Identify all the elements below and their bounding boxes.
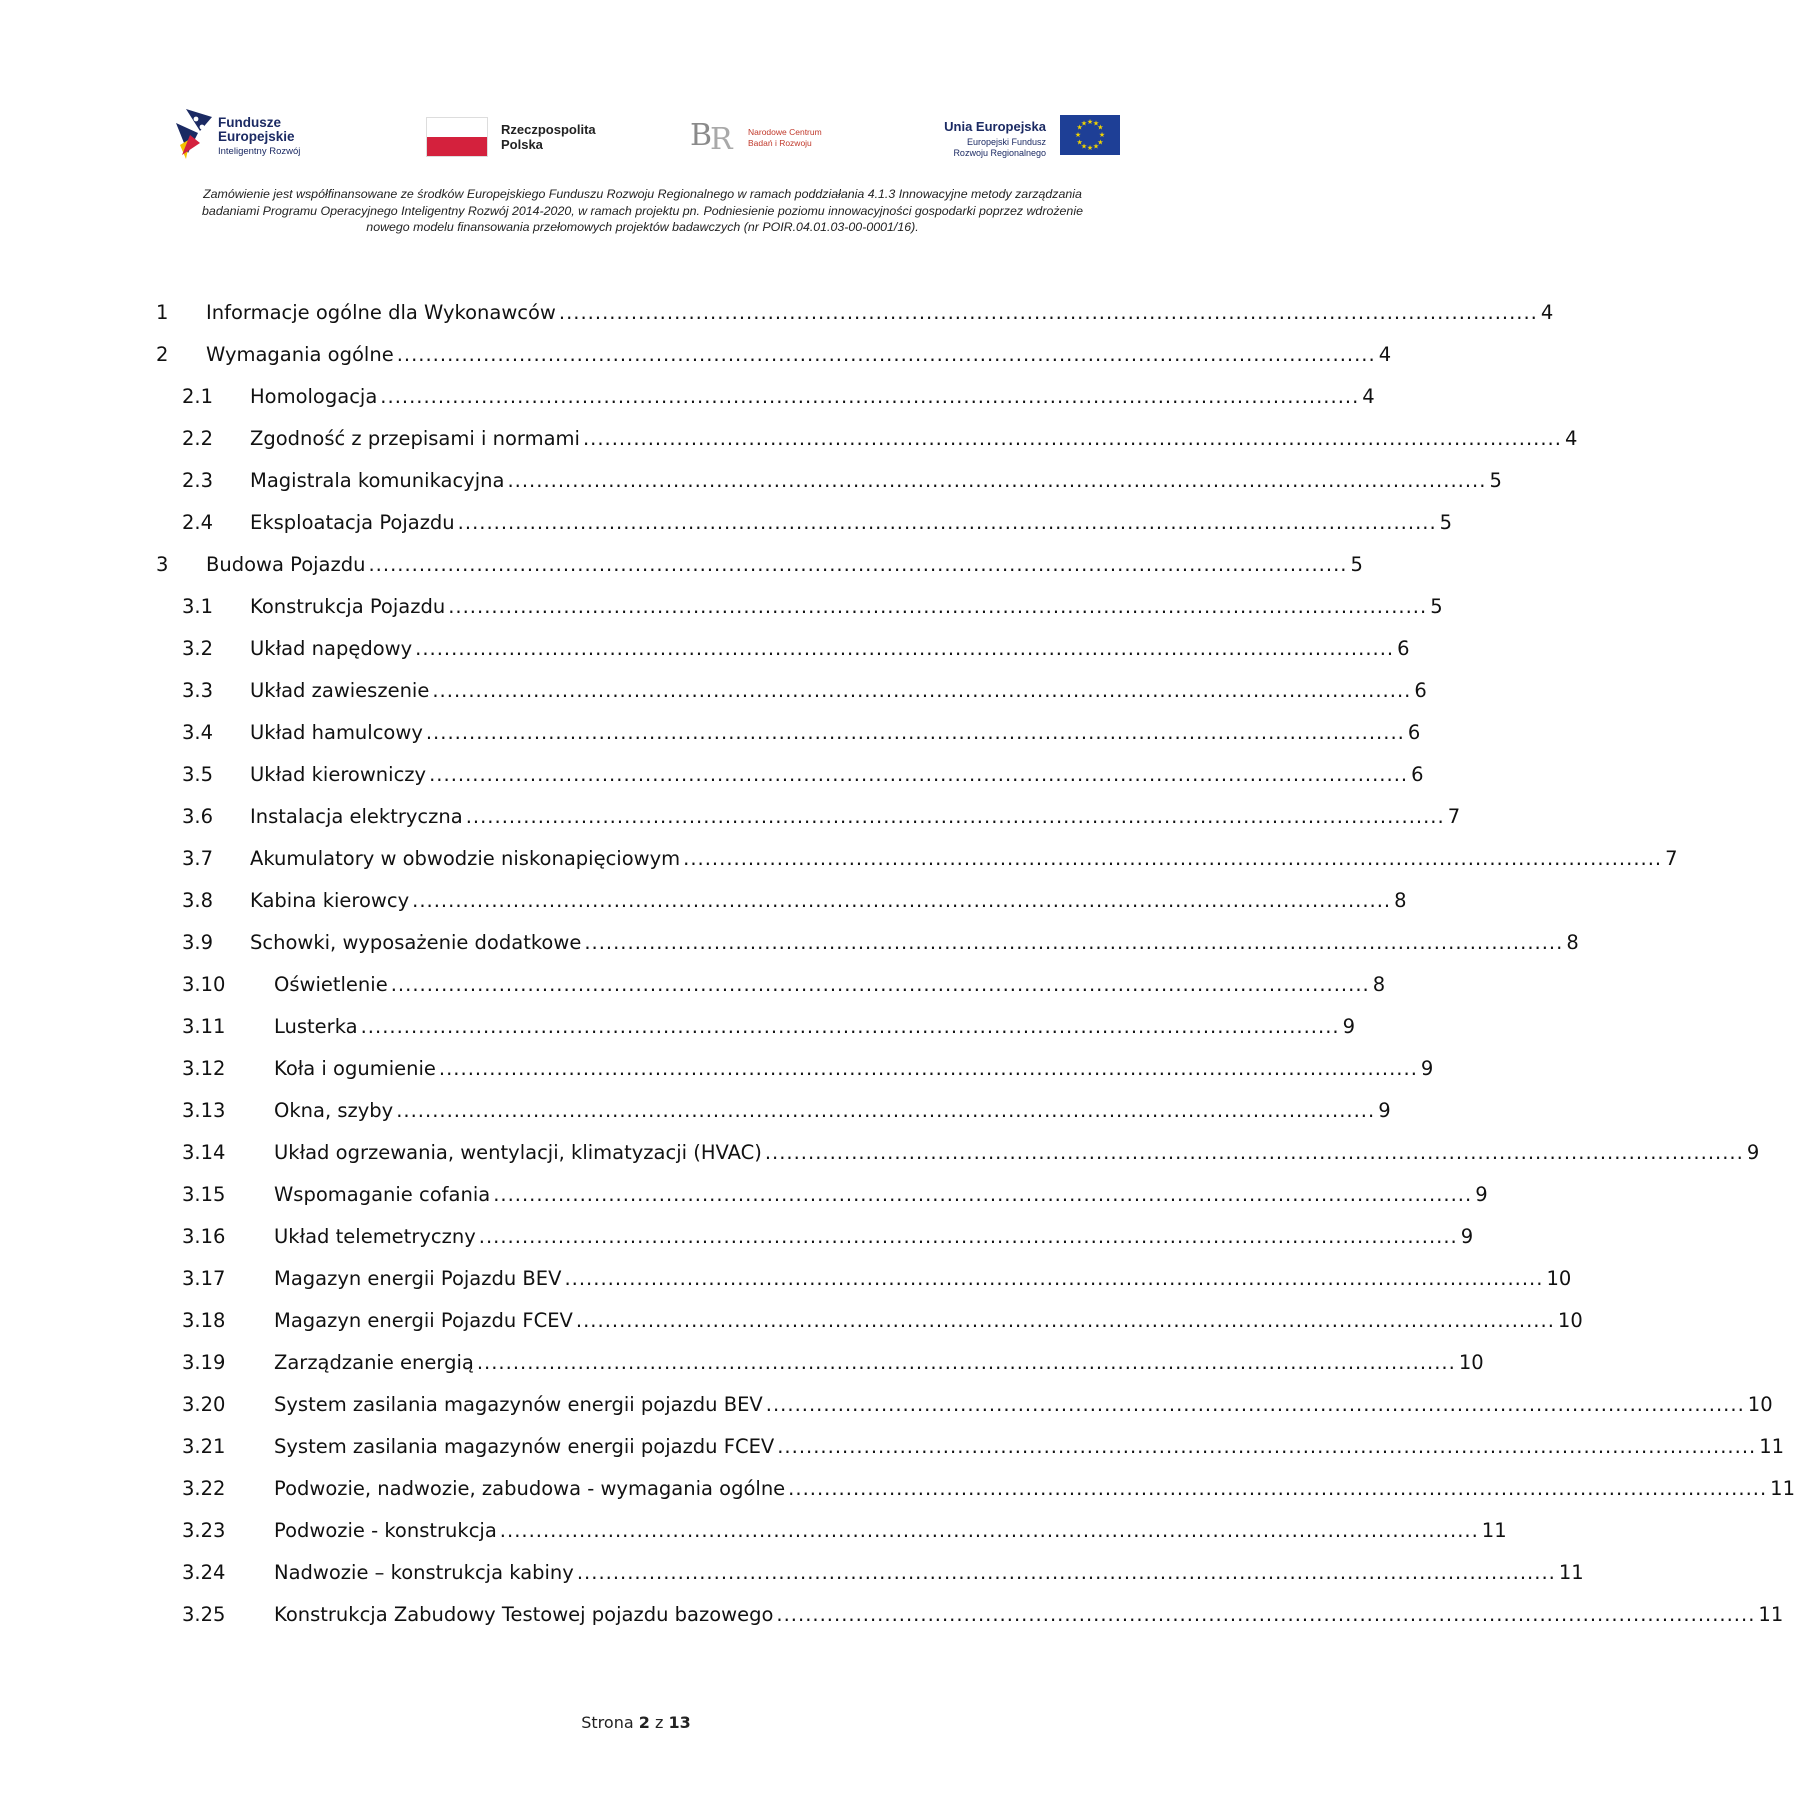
toc-entry-title: Budowa Pojazdu [206,553,366,576]
toc-entry-title: Wymagania ogólne [206,343,394,366]
svg-text:★: ★ [1097,123,1104,132]
svg-text:B: B [690,118,713,153]
toc-entry-title: Akumulatory w obwodzie niskonapięciowym [250,847,681,870]
toc-entry-number: 3.12 [182,1057,226,1080]
toc-entry-number: 3 [156,553,169,576]
toc-entry-title: Konstrukcja Zabudowy Testowej pojazdu bazowego [274,1603,774,1626]
toc-entry[interactable] [156,754,1424,796]
svg-text:★: ★ [1080,119,1088,128]
toc-entry[interactable] [156,1342,1484,1384]
fundusze-europejskie-logo [176,105,316,167]
toc-entry-number: 3.20 [182,1393,226,1416]
toc-entry-title: Okna, szyby [274,1099,394,1122]
toc-entry[interactable] [156,1090,1391,1132]
svg-text:★: ★ [1080,142,1088,151]
toc-entry[interactable] [156,1468,1795,1510]
svg-text:★: ★ [1092,119,1100,128]
toc-entry-page: 4 [1564,427,1578,450]
toc-entry-number: 3.11 [182,1015,226,1038]
rzeczpospolita-line2: Polska [501,137,543,152]
toc-entry-title: Układ hamulcowy [250,721,423,744]
toc-entry-number: 3.10 [182,973,226,996]
unia-line1: Unia Europejska [944,119,1046,134]
toc-entry[interactable] [156,502,1453,544]
toc-entry[interactable] [156,670,1427,712]
toc-entry-number: 3.18 [182,1309,226,1332]
fundusze-line2: Europejskie [218,129,295,144]
toc-entry-number: 3.24 [182,1561,226,1584]
svg-text:★: ★ [1098,131,1106,139]
unia-line2: Europejski Fundusz [966,137,1046,147]
toc-entry-page: 8 [1566,931,1579,954]
fundusze-europejskie-emblem-icon [176,109,212,159]
toc-entry-page: 6 [1411,763,1424,786]
toc-entry[interactable] [156,586,1443,628]
footer-total-pages: 13 [668,1713,691,1732]
toc-dot-leader: ........................................................................................................................................ [396,1099,1376,1122]
toc-entry-number: 3.15 [182,1183,226,1206]
rzeczpospolita-polska-logo [426,105,616,167]
toc-entry[interactable] [156,334,1392,376]
toc-entry-title: Układ zawieszenie [250,679,430,702]
toc-entry-page: 10 [1546,1267,1572,1290]
toc-entry-page: 8 [1372,973,1386,996]
toc-entry-number: 3.5 [182,763,214,786]
toc-entry[interactable] [156,838,1678,880]
toc-entry-page: 11 [1770,1477,1795,1500]
toc-entry-number: 3.13 [182,1099,226,1122]
toc-entry-page: 9 [1420,1057,1434,1080]
ncbr-line1: Narodowe Centrum [748,127,822,137]
toc-entry-page: 5 [1489,469,1502,492]
toc-dot-leader: ........................................................................................................................................ [412,889,1392,912]
svg-text:R: R [710,122,733,157]
toc-entry-page: 5 [1439,511,1453,534]
toc-entry[interactable] [156,1510,1507,1552]
svg-text:★: ★ [1086,118,1094,126]
toc-entry-page: 11 [1481,1519,1507,1542]
toc-entry-page: 6 [1407,721,1421,744]
toc-entry-number: 3.9 [182,931,214,954]
toc-entry-page: 6 [1414,679,1427,702]
toc-entry-page: 9 [1460,1225,1474,1248]
toc-dot-leader: ........................................................................................................................................ [788,1477,1768,1500]
toc-entry[interactable] [156,1552,1584,1594]
toc-dot-leader: ........................................................................................................................................ [582,427,1562,450]
table-of-contents [156,292,1795,1636]
toc-dot-leader: ........................................................................................................................................ [777,1435,1757,1458]
toc-entry-page: 6 [1397,637,1410,660]
toc-entry[interactable] [156,1384,1773,1426]
toc-entry-page: 11 [1558,1561,1584,1584]
toc-dot-leader: ........................................................................................................................................ [396,343,1376,366]
toc-entry[interactable] [156,1300,1583,1342]
toc-entry-number: 3.8 [182,889,214,912]
toc-dot-leader: ........................................................................................................................................ [448,595,1428,618]
toc-entry-number: 2.3 [182,469,214,492]
toc-entry-number: 3.17 [182,1267,226,1290]
toc-entry[interactable] [156,544,1363,586]
toc-entry-title: Lusterka [274,1015,358,1038]
toc-dot-leader: ........................................................................................................................................ [765,1393,1745,1416]
toc-entry-title: Konstrukcja Pojazdu [250,595,446,618]
toc-dot-leader: ........................................................................................................................................ [558,301,1538,324]
toc-entry-page: 10 [1747,1393,1773,1416]
toc-entry-title: Podwozie - konstrukcja [274,1519,497,1542]
toc-entry-number: 3.2 [182,637,214,660]
toc-entry-number: 3.16 [182,1225,226,1248]
toc-entry[interactable] [156,1216,1474,1258]
toc-entry-title: Instalacja elektryczna [250,805,463,828]
logo-bar [170,105,1110,167]
footer-prefix: Strona [581,1713,634,1732]
toc-dot-leader: ........................................................................................................................................ [564,1267,1544,1290]
toc-entry-number: 3.7 [182,847,214,870]
toc-entry-title: Eksploatacja Pojazdu [250,511,455,534]
toc-entry-page: 9 [1746,1141,1760,1164]
toc-entry-title: Magazyn energii Pojazdu FCEV [274,1309,573,1332]
toc-dot-leader: ........................................................................................................................................ [368,553,1348,576]
eu-flag-icon [1060,115,1120,155]
toc-entry-page: 8 [1394,889,1407,912]
toc-entry-number: 2.2 [182,427,214,450]
toc-dot-leader: ........................................................................................................................................ [429,763,1409,786]
toc-entry-title: Układ napędowy [250,637,413,660]
svg-text:★: ★ [1097,138,1104,147]
toc-dot-leader: ........................................................................................................................................ [465,805,1445,828]
unia-line3: Rozwoju Regionalnego [953,148,1046,158]
toc-entry-title: Oświetlenie [274,973,388,996]
toc-entry[interactable] [156,880,1407,922]
fundusze-line1: Fundusze [218,115,281,130]
toc-entry-title: Informacje ogólne dla Wykonawców [206,301,556,324]
toc-dot-leader: ........................................................................................................................................ [438,1057,1418,1080]
svg-text:★: ★ [1092,142,1100,151]
toc-dot-leader: ........................................................................................................................................ [415,637,1395,660]
toc-entry[interactable] [156,628,1410,670]
toc-dot-leader: ........................................................................................................................................ [432,679,1412,702]
footer-separator: z [654,1713,664,1732]
toc-entry[interactable] [156,1048,1434,1090]
toc-entry-number: 3.25 [182,1603,226,1626]
toc-dot-leader: ........................................................................................................................................ [380,385,1360,408]
toc-entry-page: 9 [1475,1183,1488,1206]
toc-dot-leader: ........................................................................................................................................ [584,931,1564,954]
toc-entry[interactable] [156,1006,1356,1048]
toc-entry-page: 7 [1447,805,1461,828]
toc-dot-leader: ........................................................................................................................................ [360,1015,1340,1038]
toc-dot-leader: ........................................................................................................................................ [776,1603,1756,1626]
toc-entry-number: 2 [156,343,169,366]
ncbr-line2: Badań i Rozwoju [748,138,812,148]
rzeczpospolita-line1: Rzeczpospolita [501,122,596,137]
toc-entry[interactable] [156,922,1579,964]
toc-entry-page: 4 [1362,385,1375,408]
funding-disclaimer: Zamówienie jest współfinansowane ze środków Europejskiego Funduszu Rozwoju Regionalnego w ramach poddziałania 4.1.3 Innowacyjne metody zarządzania badaniami Programu Operacyjnego Inteligentny Rozwój 2014-2020, w ramach projektu pn. Podniesienie poziomu innowacyjności gospodarki poprzez wdrożenie nowego modelu finansowania przełomowych projektów badawczych (nr POIR.04.01.03-00-0001/16). [202,187,1083,234]
toc-entry-page: 11 [1759,1435,1785,1458]
toc-entry-page: 9 [1378,1099,1391,1122]
toc-entry[interactable] [156,1426,1785,1468]
footer-current-page: 2 [638,1713,650,1732]
toc-entry-number: 2.4 [182,511,214,534]
toc-entry-title: Zarządzanie energią [274,1351,474,1374]
toc-entry-title: Homologacja [250,385,378,408]
page-footer [0,1713,1272,1732]
toc-entry-page: 5 [1350,553,1363,576]
toc-entry[interactable] [156,1594,1784,1636]
polish-flag-icon [426,117,488,157]
toc-dot-leader: ........................................................................................................................................ [476,1351,1456,1374]
toc-entry-number: 2.1 [182,385,214,408]
toc-entry-title: Układ ogrzewania, wentylacji, klimatyzacji (HVAC) [274,1141,762,1164]
toc-dot-leader: ........................................................................................................................................ [576,1561,1556,1584]
toc-entry-number: 3.14 [182,1141,226,1164]
toc-entry-number: 3.4 [182,721,214,744]
toc-entry-title: Podwozie, nadwozie, zabudowa - wymagania ogólne [274,1477,786,1500]
toc-entry[interactable] [156,964,1386,1006]
fundusze-line3: Inteligentny Rozwój [218,146,301,157]
toc-entry-title: Kabina kierowcy [250,889,410,912]
toc-entry[interactable] [156,418,1578,460]
toc-entry-title: Magazyn energii Pojazdu BEV [274,1267,562,1290]
toc-entry[interactable] [156,1174,1488,1216]
toc-entry-title: Magistrala komunikacyjna [250,469,505,492]
toc-entry-page: 4 [1540,301,1554,324]
toc-entry-number: 3.22 [182,1477,226,1500]
toc-entry-number: 3.3 [182,679,214,702]
toc-dot-leader: ........................................................................................................................................ [507,469,1487,492]
toc-entry-page: 4 [1378,343,1392,366]
toc-dot-leader: ........................................................................................................................................ [575,1309,1555,1332]
toc-dot-leader: ........................................................................................................................................ [683,847,1663,870]
svg-text:★: ★ [1076,123,1083,132]
toc-entry-number: 1 [156,301,169,324]
svg-text:★: ★ [1086,144,1094,152]
toc-entry[interactable] [156,376,1375,418]
toc-entry-title: Nadwozie – konstrukcja kabiny [274,1561,574,1584]
toc-entry-page: 5 [1430,595,1443,618]
toc-dot-leader: ........................................................................................................................................ [390,973,1370,996]
toc-entry-title: Schowki, wyposażenie dodatkowe [250,931,582,954]
toc-dot-leader: ........................................................................................................................................ [764,1141,1744,1164]
toc-entry-page: 10 [1458,1351,1484,1374]
toc-entry[interactable] [156,712,1421,754]
toc-entry-title: Układ kierowniczy [250,763,427,786]
svg-text:★: ★ [1076,138,1083,147]
toc-entry-page: 11 [1758,1603,1784,1626]
toc-entry-number: 3.21 [182,1435,226,1458]
toc-dot-leader: ........................................................................................................................................ [499,1519,1479,1542]
toc-entry-title: System zasilania magazynów energii pojazdu BEV [274,1393,763,1416]
toc-entry-number: 3.23 [182,1519,226,1542]
ncbr-logo [690,105,840,167]
ncbr-emblem-icon [690,115,742,155]
toc-entry-number: 3.19 [182,1351,226,1374]
toc-dot-leader: ........................................................................................................................................ [425,721,1405,744]
unia-europejska-logo [930,105,1120,167]
toc-entry-number: 3.1 [182,595,214,618]
toc-entry-title: Zgodność z przepisami i normami [250,427,580,450]
toc-entry-number: 3.6 [182,805,214,828]
toc-entry-page: 9 [1342,1015,1356,1038]
toc-entry[interactable] [156,1258,1572,1300]
toc-entry-title: Koła i ogumienie [274,1057,436,1080]
toc-dot-leader: ........................................................................................................................................ [457,511,1437,534]
toc-entry[interactable] [156,1132,1760,1174]
svg-text:★: ★ [1074,131,1082,139]
toc-entry-title: Układ telemetryczny [274,1225,476,1248]
toc-dot-leader: ........................................................................................................................................ [478,1225,1458,1248]
toc-entry-title: System zasilania magazynów energii pojazdu FCEV [274,1435,775,1458]
toc-entry[interactable] [156,460,1502,502]
toc-entry-page: 7 [1665,847,1678,870]
toc-entry[interactable] [156,796,1461,838]
toc-dot-leader: ........................................................................................................................................ [493,1183,1473,1206]
toc-entry-title: Wspomaganie cofania [274,1183,491,1206]
toc-entry[interactable] [156,292,1554,334]
toc-entry-page: 10 [1557,1309,1583,1332]
